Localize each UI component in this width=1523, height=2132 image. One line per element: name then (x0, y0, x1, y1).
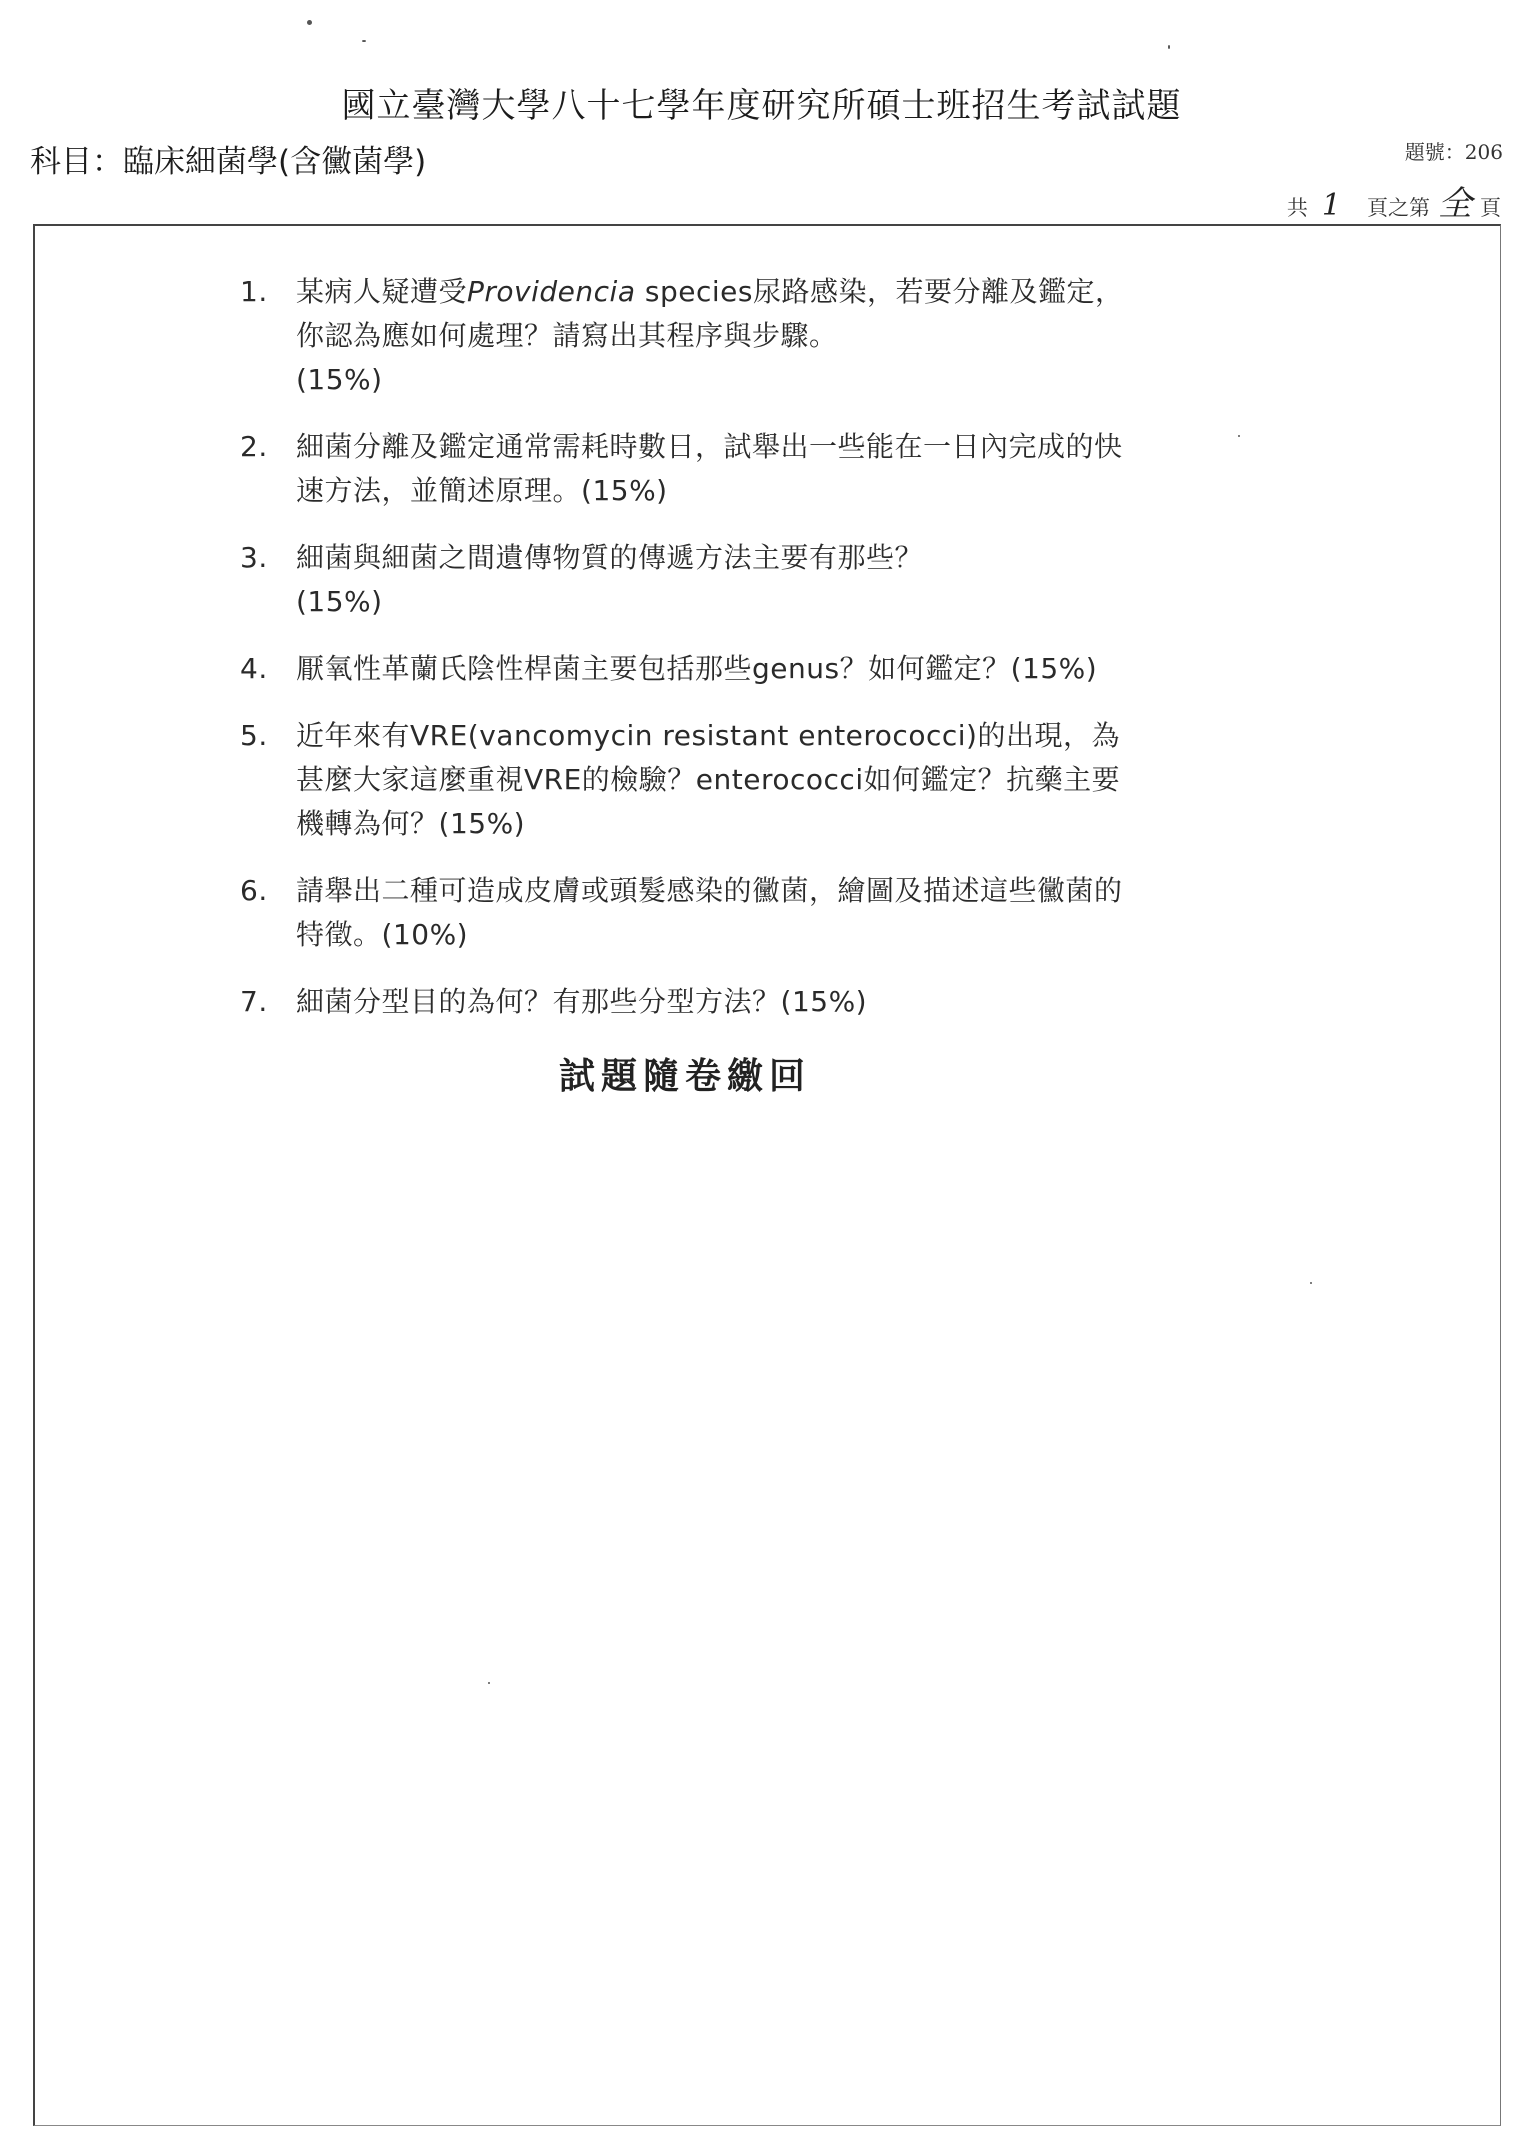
question-percent: (15%) (780, 985, 868, 1018)
question-item (240, 425, 1140, 513)
question-code: 題號：206 (1404, 140, 1503, 164)
question-number: 6. (240, 874, 268, 907)
scan-speck (362, 40, 366, 42)
question-item (240, 980, 1140, 1024)
question-list (240, 270, 1140, 1047)
question-text: 請舉出二種可造成皮膚或頭髮感染的黴菌，繪圖及描述這些黴菌的特徵。(10%) (296, 874, 1123, 951)
question-item (240, 714, 1140, 846)
question-percent: (15%) (438, 807, 526, 840)
page-info-prefix: 共 (1286, 196, 1308, 220)
question-text: 細菌與細菌之間遺傳物質的傳遞方法主要有那些？ (15%) (296, 541, 924, 618)
question-item (240, 536, 1140, 624)
page-current: 全 (1438, 184, 1472, 224)
exam-title: 國立臺灣大學八十七學年度研究所碩士班招生考試試題 (341, 86, 1182, 126)
question-percent: (10%) (381, 918, 469, 951)
question-text: 細菌分離及鑑定通常需耗時數日，試舉出一些能在一日內完成的快速方法，並簡述原理。(15%) (296, 430, 1123, 507)
page-info-suffix: 頁 (1480, 196, 1501, 220)
return-exam-note: 試題隨卷繳回 (558, 1055, 811, 1097)
subject-line: 科目：臨床細菌學(含黴菌學) (30, 144, 427, 180)
question-number: 3. (240, 541, 268, 574)
question-text: 近年來有VRE(vancomycin resistant enterococci)的出現，為甚麼大家這麼重視VRE的檢驗？enterococci如何鑑定？抗藥主要機轉為何？(15%) (296, 719, 1121, 840)
question-number: 2. (240, 430, 268, 463)
page-total: 1 (1321, 188, 1341, 223)
question-item (240, 869, 1140, 957)
question-number: 4. (240, 652, 268, 685)
question-percent: (15%) (581, 474, 668, 507)
question-percent: (15%) (296, 363, 383, 396)
question-text: 某病人疑遭受Providencia species尿路感染，若要分離及鑑定，你認為應如何處理？請寫出其程序與步驟。 (15%) (296, 275, 1124, 396)
question-percent: (15%) (1010, 652, 1098, 685)
page-info (1287, 176, 1501, 225)
question-number: 5. (240, 719, 268, 752)
scan-speck (307, 20, 312, 25)
page-info-middle: 頁之第 (1367, 196, 1430, 220)
question-number: 1. (240, 275, 268, 308)
scan-speck (1168, 45, 1170, 49)
question-percent: (15%) (296, 585, 383, 618)
question-item (240, 270, 1140, 402)
question-item (240, 647, 1140, 691)
question-text: 厭氧性革蘭氏陰性桿菌主要包括那些genus？如何鑑定？(15%) (296, 652, 1098, 685)
question-text: 細菌分型目的為何？有那些分型方法？(15%) (296, 985, 868, 1018)
genus-name: Providencia (467, 275, 636, 308)
question-number: 7. (240, 985, 268, 1018)
